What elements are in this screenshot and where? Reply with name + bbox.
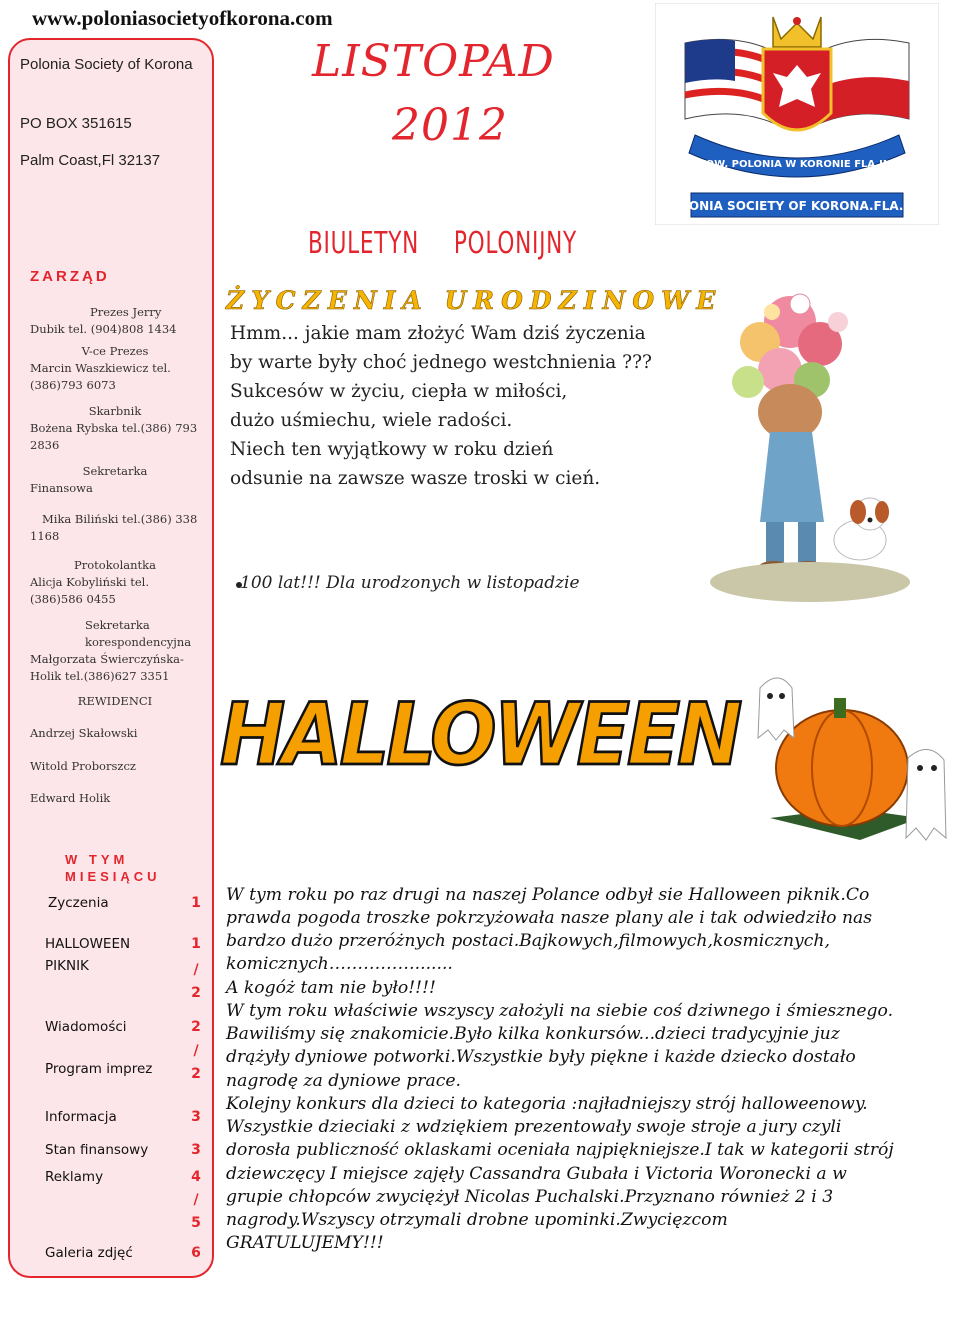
toc-item-halloween[interactable]: HALLOWEEN [45, 936, 131, 952]
sidebar [8, 38, 214, 1278]
birthday-bullet: 100 lat!!! Dla urodzonych w listopadzie [240, 573, 580, 593]
article-line: W tym roku po raz drugi na naszej Polance odbył sie Halloween piknik.Co [226, 885, 870, 905]
month-title: LISTOPAD [312, 36, 555, 87]
toc-page: 4 [191, 1169, 201, 1185]
member-name: Finansowa [30, 481, 93, 495]
ghost-icon [758, 678, 794, 740]
toc-page: 2 [191, 985, 201, 1001]
member-prezes [30, 304, 200, 338]
ribbon-text: STOW. POLONIA W KORONIE FLA.INC. [691, 159, 903, 170]
article-line: A kogóż tam nie było!!!! [226, 978, 436, 998]
member-role: Protokolantka [74, 558, 156, 572]
article-line: GRATULUJEMY!!! [226, 1233, 384, 1253]
toc-item-informacja[interactable]: Informacja [45, 1109, 117, 1125]
toc-page: 1 [191, 895, 201, 911]
article-line: Bawiliśmy się znakomicie.Było kilka konkursów...dzieci tradycyjnie juz [226, 1024, 840, 1044]
year-title: 2012 [392, 100, 508, 151]
member-sekretarka-kor [30, 617, 200, 685]
member-role: Prezes Jerry [90, 305, 162, 319]
toc-item-program[interactable]: Program imprez [45, 1061, 153, 1077]
member-name: Małgorzata Świerczyńska-Holik tel.(386)627 3351 [30, 652, 184, 683]
article-line: Wszystkie dzieciaki z wdziękiem prezentowały swoje stroje a jury czyli [226, 1117, 842, 1137]
member-role: V-ce Prezes [81, 344, 149, 358]
member-role: Skarbnik [88, 404, 142, 418]
member-name: Mika Biliński tel.(386) 338 1168 [30, 512, 198, 543]
bulletin-title: BIULETYN POLONIJNY [308, 226, 577, 261]
member-role: Sekretarka [82, 464, 148, 478]
member-skarbnik [30, 403, 200, 454]
article-line: prawda pogoda troszke pokrzyżowała nasze plany ale i tak odwiedziło nas [226, 908, 873, 928]
article-line: Kolejny konkurs dla dzieci to kategoria :najładniejszy strój halloweenowy. [226, 1094, 868, 1114]
ghost-icon [906, 749, 946, 840]
poem-line: Niech ten wyjątkowy w roku dzień [230, 439, 554, 460]
article-line: dziewczęcy I miejsce zajęły Cassandra Gubała i Victoria Woronecki a w [226, 1164, 847, 1184]
member-name: Bożena Rybska tel.(386) 793 2836 [30, 421, 198, 452]
polish-flag-icon [821, 39, 909, 123]
society-logo [655, 3, 939, 225]
article-line: W tym roku właściwie wszyscy założyli na siebie coś dziwnego i śmiesznego. [226, 1001, 894, 1021]
bouquet-icon [732, 294, 848, 398]
toc-title: W TYM MIESIĄCU [65, 852, 161, 884]
logo-banner-text: POLONIA SOCIETY OF KORONA.FLA.INC. [662, 199, 932, 213]
rewidenci-title: REWIDENCI [77, 694, 153, 708]
toc-page: 5 [191, 1215, 201, 1231]
org-name: Polonia Society of Korona [20, 56, 193, 73]
ground-shadow [710, 562, 910, 602]
member-sekretarka-fin [30, 463, 200, 497]
poem-line: dużo uśmiechu, wiele radości. [230, 410, 513, 431]
poem-line: by warte były choć jednego westchnienia ??? [230, 352, 652, 373]
toc-page: 6 [191, 1245, 201, 1261]
rewident: Witold Proborszcz [30, 759, 136, 773]
toc-item-piknik[interactable]: PIKNIK [45, 958, 89, 974]
city-address: Palm Coast,Fl 32137 [20, 152, 161, 169]
poem-line: odsunie na zawsze wasze troski w cień. [230, 468, 601, 489]
boy-icon [758, 384, 824, 575]
board-title: ZARZĄD [30, 268, 110, 285]
halloween-title: HALLOWEEN [220, 686, 740, 785]
member-name: Dubik tel. (904)808 1434 [30, 322, 177, 336]
member-role: Sekretarka korespondencyjna [85, 618, 192, 649]
pumpkin-illustration [730, 668, 958, 868]
article-line: bardzo dużo przeróżnych postaci.Bajkowych,filmowych,kosmicznych, [226, 931, 830, 951]
rewident: Andrzej Skałowski [30, 726, 138, 740]
toc-item-stan-finansowy[interactable]: Stan finansowy [45, 1142, 149, 1158]
rewident: Edward Holik [30, 791, 111, 805]
toc-page: 2 [191, 1019, 201, 1035]
member-name: Alicja Kobyliński tel. (386)586 0455 [30, 575, 149, 606]
toc-page: 2 [191, 1066, 201, 1082]
toc-page: / [193, 1043, 199, 1059]
toc-item-wiadomosci[interactable]: Wiadomości [45, 1019, 127, 1035]
article-line: grupie chłopców zwyciężył Nicolas Puchalski.Przyznano również 2 i 3 [226, 1187, 834, 1207]
eagle-shield-icon [763, 49, 831, 130]
article-line: nagrody.Wszyscy otrzymali drobne upominki.Zwycięzcom [226, 1210, 728, 1230]
poem-line: Hmm... jakie mam złożyć Wam dziś życzenia [230, 323, 646, 344]
article-line: komicznych……………....... [226, 954, 453, 974]
member-bilinski [30, 511, 200, 545]
birthday-title: ŻYCZENIA URODZINOWE [226, 286, 723, 315]
poem-line: Sukcesów w życiu, ciepła w miłości, [230, 381, 568, 402]
toc-item-galeria[interactable]: Galeria zdjęć [45, 1245, 133, 1261]
article-line: drążyły dyniowe potworki.Wszystkie były piękne i każde dziecko dostało [226, 1047, 856, 1067]
member-protokolantka [30, 557, 200, 608]
flower-boy-illustration [700, 282, 922, 612]
toc-page: 1 [191, 936, 201, 952]
us-flag-icon [685, 39, 773, 123]
po-box: PO BOX 351615 [20, 115, 132, 132]
toc-page: / [193, 1192, 199, 1208]
toc-page: 3 [191, 1109, 201, 1125]
toc-item-zyczenia[interactable]: Zyczenia [48, 895, 109, 911]
member-name: Marcin Waszkiewicz tel. (386)793 6073 [30, 361, 171, 392]
article-line: nagrodę za dyniowe prace. [226, 1071, 461, 1091]
toc-page: / [193, 962, 199, 978]
toc-item-reklamy[interactable]: Reklamy [45, 1169, 104, 1185]
member-vice [30, 343, 200, 394]
puppy-icon [834, 498, 889, 560]
site-url[interactable]: www.poloniasocietyofkorona.com [32, 6, 333, 30]
toc-page: 3 [191, 1142, 201, 1158]
article-line: dorosła publiczność oklaskami oceniała najpiękniejsze.I tak w kategorii strój [226, 1140, 894, 1160]
